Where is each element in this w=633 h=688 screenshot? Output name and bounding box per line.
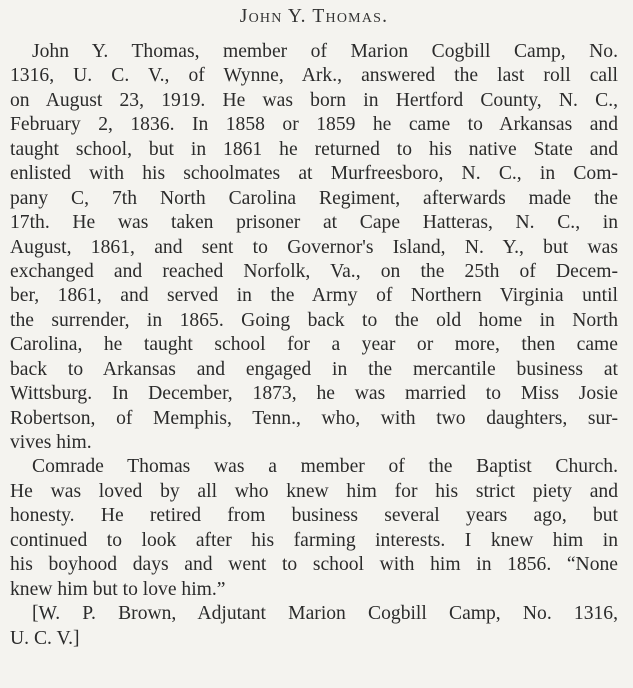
text-line: Robertson, of Memphis, Tenn., who, with two daughters, sur- xyxy=(10,407,618,429)
text-line: his boyhood days and went to school with him in 1856. “None xyxy=(10,554,618,576)
text-line: honesty. He retired from business several years ago, but xyxy=(10,505,618,527)
text-line: 1316, U. C. V., of Wynne, Ark., answered the last roll call xyxy=(10,65,618,87)
text-line: enlisted with his schoolmates at Murfreesboro, N. C., in Com- xyxy=(10,163,618,185)
paragraph-attribution xyxy=(10,602,618,651)
text-line: knew him but to love him.” xyxy=(10,578,226,600)
text-line: U. C. V.] xyxy=(10,627,80,649)
text-line: Carolina, he taught school for a year or more, then came xyxy=(10,334,618,356)
text-line: pany C, 7th North Carolina Regiment, afterwards made the xyxy=(10,187,618,209)
text-line: on August 23, 1919. He was born in Hertford County, N. C., xyxy=(10,89,618,111)
text-line: back to Arkansas and engaged in the mercantile business at xyxy=(10,358,618,380)
text-line: ber, 1861, and served in the Army of Northern Virginia until xyxy=(10,285,618,307)
text-line: the surrender, in 1865. Going back to the old home in North xyxy=(10,309,618,331)
text-line: He was loved by all who knew him for his strict piety and xyxy=(10,480,618,502)
text-line: August, 1861, and sent to Governor's Island, N. Y., but was xyxy=(10,236,618,258)
text-line: exchanged and reached Norfolk, Va., on the 25th of Decem- xyxy=(10,260,618,282)
text-line: Comrade Thomas was a member of the Baptist Church. xyxy=(32,456,618,478)
paragraph-biography xyxy=(10,40,618,455)
text-line: Wittsburg. In December, 1873, he was married to Miss Josie xyxy=(10,383,618,405)
text-line: [W. P. Brown, Adjutant Marion Cogbill Camp, No. 1316, xyxy=(32,603,618,625)
text-line: vives him. xyxy=(10,432,92,453)
text-line: 17th. He was taken prisoner at Cape Hatteras, N. C., in xyxy=(10,212,618,234)
obituary-title: John Y. Thomas. xyxy=(239,6,389,27)
text-line: John Y. Thomas, member of Marion Cogbill Camp, No. xyxy=(32,41,618,62)
text-line: taught school, but in 1861 he returned to his native State and xyxy=(10,138,618,160)
paragraph-character xyxy=(10,455,618,602)
document-page xyxy=(10,5,618,651)
text-line: February 2, 1836. In 1858 or 1859 he came to Arkansas and xyxy=(10,114,618,136)
text-line: continued to look after his farming interests. I knew him in xyxy=(10,529,618,551)
